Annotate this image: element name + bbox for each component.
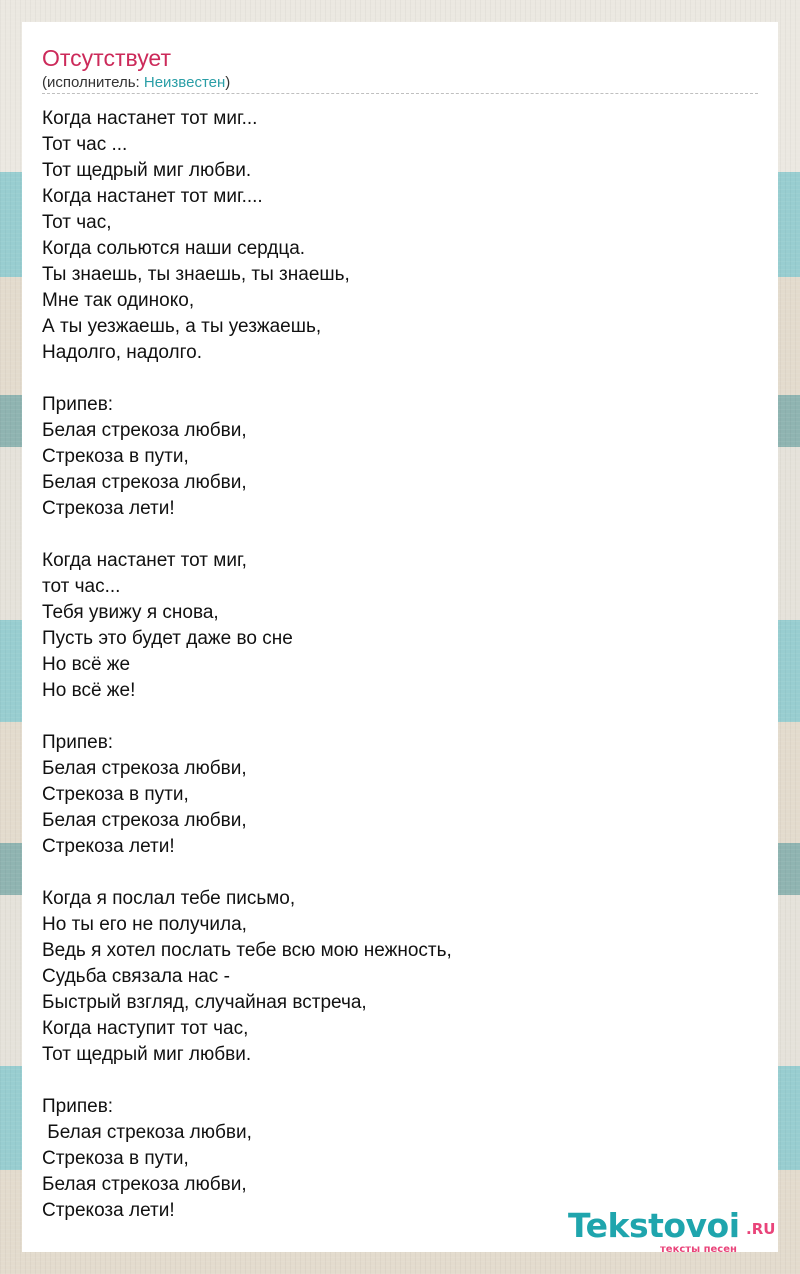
lyrics-card — [22, 22, 778, 1255]
performer-link[interactable]: Неизвестен — [143, 74, 226, 91]
logo-wordmark: Tekstovoi — [568, 1206, 740, 1245]
performer-prefix: (исполнитель: — [42, 74, 144, 91]
song-title: Отсутствует — [42, 45, 171, 71]
logo-domain: .RU — [746, 1220, 776, 1238]
performer-suffix: ) — [225, 74, 231, 91]
dashed-divider — [42, 93, 758, 94]
logo-tagline: тексты песен — [660, 1244, 737, 1255]
lyrics-text: Когда настанет тот миг... Тот час ... Тот щедрый миг любви. Когда настанет тот миг.... Тот час, Когда сольются наши сердца. Ты знаешь, ты знаешь, ты знаешь, Мне так одиноко, А ты уезжаешь, а ты уезжаешь, Надолго, надолго. Припев: Белая стрекоза любви, Стрекоза в пути, Белая стрекоза любви, Стрекоза лети! Когда настанет тот миг, тот час... Тебя увижу я снова, Пусть это будет даже во сне Но всё же Но всё же! Припев: Белая стрекоза любви, Стрекоза в пути, Белая стрекоза любви, Стрекоза лети! Когда я послал тебе письмо, Но ты его не получила, Ведь я хотел послать тебе всю мою нежность, Судьба связала нас - Быстрый взгляд, случайная встреча, Когда наступит тот час, Тот щедрый миг любви. Припев: Белая стрекоза любви, Стрекоза в пути, Белая стрекоза любви, Стрекоза лети! — [42, 108, 452, 1221]
site-logo[interactable] — [568, 1207, 778, 1257]
performer-line — [42, 73, 230, 93]
